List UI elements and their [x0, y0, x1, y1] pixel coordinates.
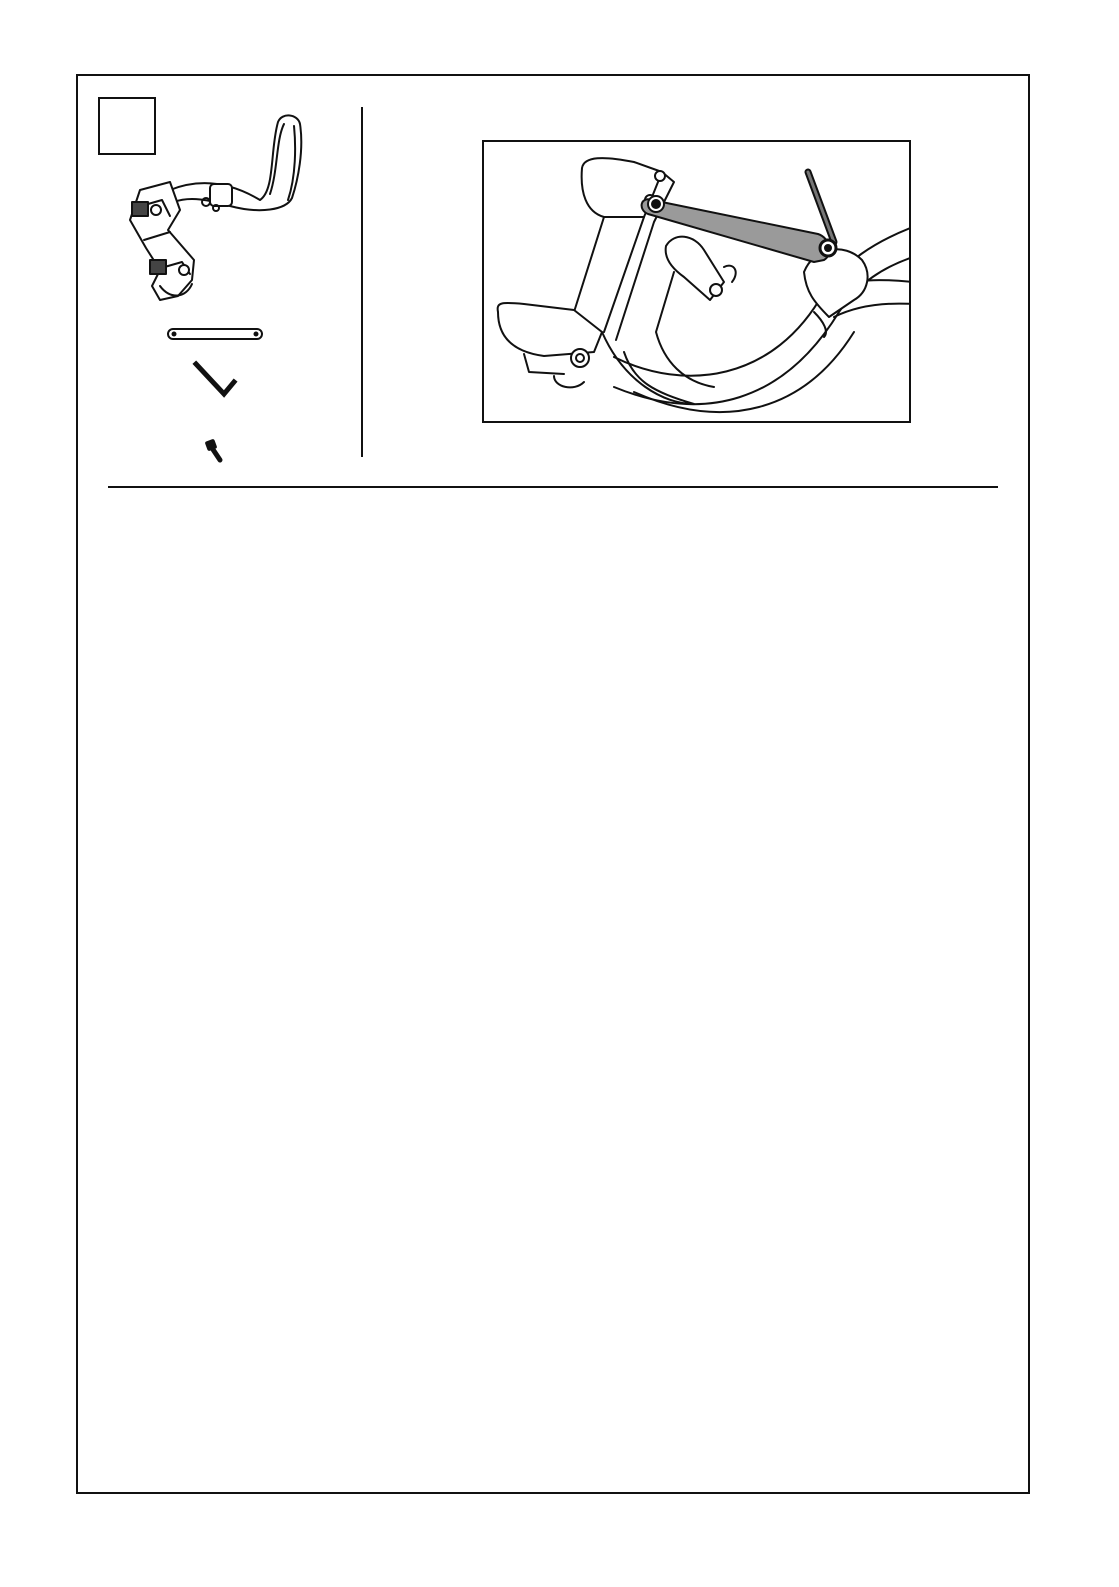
connecting-bar-icon — [168, 329, 262, 339]
handlebar-bracket-icon — [130, 115, 301, 300]
vertical-divider — [361, 107, 363, 457]
parts-list-illustration — [110, 110, 310, 470]
hex-key-icon — [196, 364, 234, 394]
installation-detail-illustration — [482, 140, 911, 423]
handlebar-tube-icon — [614, 227, 911, 412]
screw-icon — [205, 439, 220, 460]
frame-bracket-icon — [498, 158, 736, 404]
horizontal-divider — [108, 486, 998, 488]
